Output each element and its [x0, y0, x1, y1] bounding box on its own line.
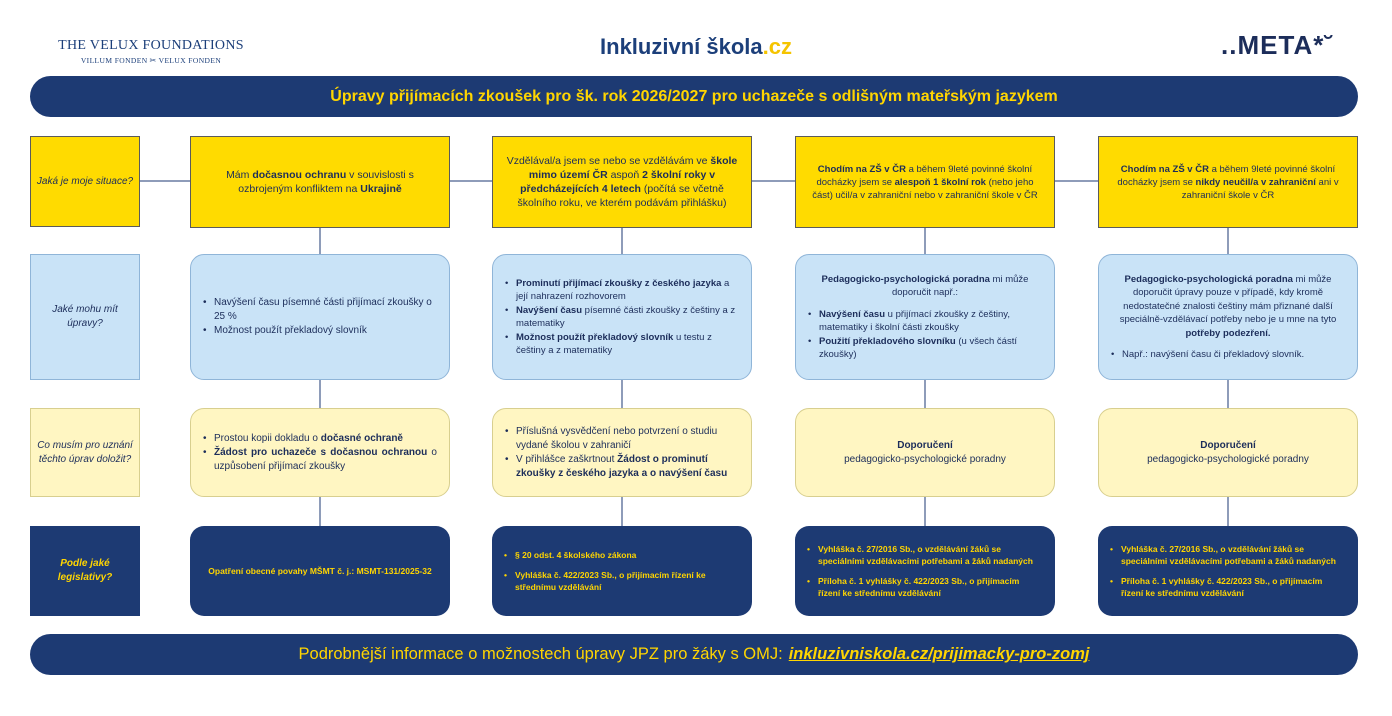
- legislation-box-3: [795, 526, 1055, 616]
- row-label-documents: Co musím pro uznání těchto úprav doložit?: [30, 408, 140, 497]
- legislation-list-3: [807, 543, 1043, 599]
- list-item: • Příloha č. 1 vyhlášky č. 422/2023 Sb., o přijímacím řízení ke střednímu vzdělávání: [1110, 575, 1346, 599]
- documents-box-1: [190, 408, 450, 497]
- legislation-text-1: Opatření obecné povahy MŠMT č. j.: MSMT-131/2025-32: [208, 566, 432, 576]
- list-item: • Vyhláška č. 422/2023 Sb., o přijímacím řízení ke střednímu vzdělávání: [504, 569, 740, 593]
- footer-text: Podrobnější informace o možnostech úpravy JPZ pro žáky s OMJ:: [298, 645, 783, 663]
- situation-text-4: Chodím na ZŠ v ČR a během 9leté povinné školní docházky jsem se nikdy neučil/a v zahraniční ani v zahraniční škole v ČR: [1117, 163, 1339, 201]
- situation-box-1: [190, 136, 450, 228]
- velux-logo-main: THE VELUX FOUNDATIONS: [58, 38, 244, 53]
- legislation-list-2: [504, 549, 740, 593]
- list-item: • Příloha č. 1 vyhlášky č. 422/2023 Sb., o přijímacím řízení ke střednímu vzdělávání: [807, 575, 1043, 599]
- footer-banner: [30, 634, 1358, 675]
- adjustments-intro-4: Pedagogicko-psychologická poradna mi může doporučit úpravy pouze v případě, kdy kromě nedostatečné znalosti češtiny mám přiznané další speciálně-vzdělávací potřeby nebo je u mne na tyto potřeby podezření.: [1119, 273, 1337, 339]
- situation-text-2: Vzdělával/a jsem se nebo se vzdělávám ve škole mimo území ČR aspoň 2 školní roky v předcházejících 4 letech (počítá se včetně školního roku, ve kterém podávám přihlášku): [506, 155, 738, 209]
- documents-list-1: [203, 432, 437, 474]
- list-item: • Vyhláška č. 27/2016 Sb., o vzdělávání žáků se speciálními vzdělávacími potřebami a žáků nadaných: [1110, 543, 1346, 567]
- adjustments-box-2: [492, 254, 752, 380]
- adjustments-list-1: [203, 296, 437, 338]
- documents-list-2: [505, 425, 739, 481]
- row-label-legislation: Podle jaké legislativy?: [30, 526, 140, 616]
- list-item: • Navýšení času písemné části zkoušky z češtiny a z matematiky: [505, 304, 739, 331]
- ik-logo-name: Inkluzivní škola: [600, 34, 763, 59]
- list-item: • Prostou kopii dokladu o dočasné ochraně: [203, 432, 437, 446]
- documents-title-3: Doporučení: [897, 439, 953, 451]
- list-item: • § 20 odst. 4 školského zákona: [504, 549, 740, 561]
- list-item: • Možnost použít překladový slovník: [203, 324, 437, 338]
- footer-link[interactable]: inkluzivniskola.cz/prijimacky-pro-zomj: [788, 645, 1090, 663]
- list-item: • Např.: navýšení času či překladový slovník.: [1111, 348, 1345, 362]
- documents-sub-4: pedagogicko-psychologické poradny: [1147, 453, 1309, 465]
- legislation-box-4: [1098, 526, 1358, 616]
- row-label-situation: Jaká je moje situace?: [30, 136, 140, 227]
- situation-text-1: Mám dočasnou ochranu v souvislosti s ozbrojeným konfliktem na Ukrajině: [226, 169, 414, 195]
- documents-sub-3: pedagogicko-psychologické poradny: [844, 453, 1006, 465]
- situation-box-3: [795, 136, 1055, 228]
- page-title: Úpravy přijímacích zkoušek pro šk. rok 2026/2027 pro uchazeče s odlišným mateřským jazykem: [330, 87, 1058, 105]
- list-item: • V přihlášce zaškrtnout Žádost o prominutí zkoušky z českého jazyka a o navýšení času: [505, 453, 739, 481]
- adjustments-list-3: [808, 308, 1042, 362]
- scissors-icon: ✂: [149, 56, 157, 65]
- list-item: • Prominutí přijímací zkoušky z českého jazyka a její nahrazení rozhovorem: [505, 277, 739, 304]
- adjustments-box-4: [1098, 254, 1358, 380]
- legislation-box-1: [190, 526, 450, 616]
- list-item: • Vyhláška č. 27/2016 Sb., o vzdělávání žáků se speciálními vzdělávacími potřebami a žáků nadaných: [807, 543, 1043, 567]
- documents-box-2: [492, 408, 752, 497]
- adjustments-intro-3: Pedagogicko-psychologická poradna mi může doporučit např.:: [821, 273, 1029, 298]
- documents-box-4: [1098, 408, 1358, 497]
- list-item: • Příslušná vysvědčení nebo potvrzení o studiu vydané školou v zahraničí: [505, 425, 739, 453]
- situation-text-3: Chodím na ZŠ v ČR a během 9leté povinné školní docházky jsem se alespoň 1 školní rok (nebo jeho část) učil/a v zahraniční nebo v zahraniční škole v ČR: [812, 163, 1038, 201]
- documents-title-4: Doporučení: [1200, 439, 1256, 451]
- list-item: • Možnost použít překladový slovník u testu z češtiny a z matematiky: [505, 331, 739, 358]
- list-item: • Navýšení času písemné části přijímací zkoušky o 25 %: [203, 296, 437, 324]
- legislation-list-4: [1110, 543, 1346, 599]
- meta-logo: ..META*˘: [1221, 30, 1334, 60]
- row-label-adjustments: Jaké mohu mít úpravy?: [30, 254, 140, 380]
- legislation-box-2: [492, 526, 752, 616]
- adjustments-box-3: [795, 254, 1055, 380]
- velux-sub-right: VELUX FONDEN: [158, 56, 222, 65]
- list-item: • Navýšení času u přijímací zkoušky z češtiny, matematiky i školní části zkoušky: [808, 308, 1042, 335]
- velux-sub-left: VILLUM FONDEN: [80, 56, 148, 65]
- list-item: • Žádost pro uchazeče s dočasnou ochranou o uzpůsobení přijímací zkoušky: [203, 446, 437, 474]
- ik-logo-tld: .cz: [762, 34, 792, 59]
- adjustments-list-2: [505, 277, 739, 358]
- adjustments-box-1: [190, 254, 450, 380]
- list-item: • Použití překladového slovníku (u všech částí zkoušky): [808, 335, 1042, 362]
- situation-box-2: [492, 136, 752, 228]
- documents-box-3: [795, 408, 1055, 497]
- situation-box-4: [1098, 136, 1358, 228]
- adjustments-list-4: [1111, 348, 1345, 362]
